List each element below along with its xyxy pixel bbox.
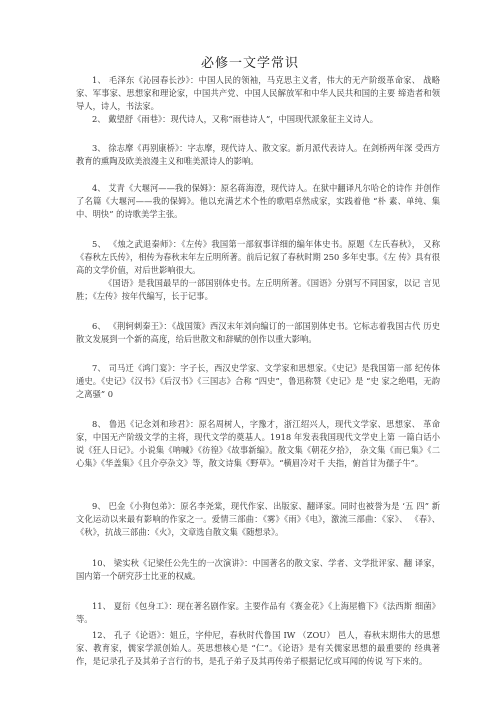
section-6 — [76, 320, 440, 346]
section-2 — [76, 113, 440, 126]
section-7 — [76, 362, 440, 401]
section-4 — [76, 182, 440, 221]
section-8 — [76, 418, 440, 470]
paragraph: 5、 《烛之武退秦师》：《左传》我国第一部叙事详细的编年体史书。原题《左氏春秋》， 又称《春秋左氏传》，相传为春秋末年左丘明所著。前后记叙了春秋时期 250 多年史事。《左 传》具有很高的文学价值，对后世影响很大。 — [76, 239, 440, 275]
paragraph: 9、 巴金《小狗包弟》：原名李尧棠，现代作家、出版家、翻译家。同时也被誉为是 ‘五 四” 新文化运动以来最有影响的作家之一。爱情三部曲：《雾》《雨》《电》，激流三部曲：《家》、 《春》、《秋》，抗战三部曲：《火》，文章选自散文集《随想录》。 — [76, 501, 440, 537]
paragraph: 11、 夏衍《包身工》：现在著名剧作家。主要作品有《赛金花》《上海屋檐下》《法西斯 细菌》等。 — [76, 601, 440, 624]
paragraph: 3、 徐志摩《再别康桥》：字志摩，现代诗人、散文家。新月派代表诗人。在剑桥两年深 受西方教育的熏陶及欧美浪漫主义和唯美派诗人的影响。 — [76, 143, 440, 166]
paragraph: 《国语》是我国最早的一部国别体史书。左丘明所著。《国语》分别写不同国家，以记 言见胜；《左传》按年代编写，长于记事。 — [76, 278, 440, 301]
paragraph: 7、 司马迁《鸿门宴》：字子长，西汉史学家、文学家和思想家。《史记》是我国第一部 纪传体通史。《史记》《汉书》《后汉书》《三国志》合称 “四史”，鲁迅称赞《史记》是 “史 家之绝唱，无韵之离骚” 0 — [76, 363, 440, 399]
section-5 — [76, 238, 440, 303]
paragraph: 12、 孔子《论语》：姐丘，字仲尼，春秋时代鲁国 IW （ZOU） 邑人，春秋末期伟大的思想 家、教育家，儒家学派创始人。英思想核心是 “仁”。《论语》是有关儒家思想的最重要的 经典著作，是记录孔子及其弟子言行的书，是孔子弟子及其再传弟子根据记忆或耳闻的传说 写下来的。 — [76, 630, 440, 666]
section-10 — [76, 557, 440, 583]
paragraph: 2、 戴望舒《雨巷》：现代诗人，又称“雨巷诗人”，中国现代派象征主义诗人。 — [92, 114, 379, 124]
paragraph: 6、 《荆轲刺秦王》：《战国策》西汉末年刘向编订的一部国别体史书。它标志着我国古代 历史散文发展到一个新的高度，给后世散文和辞赋的创作以重大影响。 — [76, 321, 440, 344]
paragraph: 1、 毛泽东《沁园春长沙》：中国人民的领袖，马克思主义者，伟大的无产阶级革命家、 战略家、军事家、思想家和理论家，中国共产党、中国人民解放军和中华人民共和国的主要 缔造者和领导人，诗人，书法家。 — [76, 75, 440, 111]
section-3 — [76, 142, 440, 168]
section-11 — [76, 600, 440, 626]
page-title: 必修一文学常识 — [200, 56, 299, 71]
section-12 — [76, 629, 440, 668]
section-1 — [76, 74, 440, 113]
section-9 — [76, 500, 440, 539]
paragraph: 10、 梁实秋《记梁任公先生的一次演讲》：中国著名的散文家、学者、文学批评家、翻 译家，国内第一个研究莎士比亚的权威。 — [76, 558, 440, 581]
paragraph: 8、 鲁迅《记念刘和珍君》：原名周树人，字豫才，浙江绍兴人，现代文学家、思想家、 革命家，中国无产阶级文学的主将，现代文学的奠基人。1918 年发表我国现代文学史上第 一篇白话小说《狂人日记》。小说集《呐喊》《彷徨》《故事新编》。散文集《朝花夕拾》， 杂文集《而已集》《二心集》《华盖集》《且介亭杂文》等，散文诗集《野草》。“横眉冷对千 夫指，俯首甘为孺子牛”。 — [76, 419, 440, 468]
paragraph: 4、 艾青《大堰河——我的保姆》：原名蒋海澄，现代诗人。在狱中翻译凡尔哈仑的诗作 并创作了名篇《大堰河——我的保姆》。他以充满艺术个性的歌唱卓然成家，实践着他 “朴 素、单纯、集中、明快” 的诗歌美学主张。 — [76, 183, 440, 219]
